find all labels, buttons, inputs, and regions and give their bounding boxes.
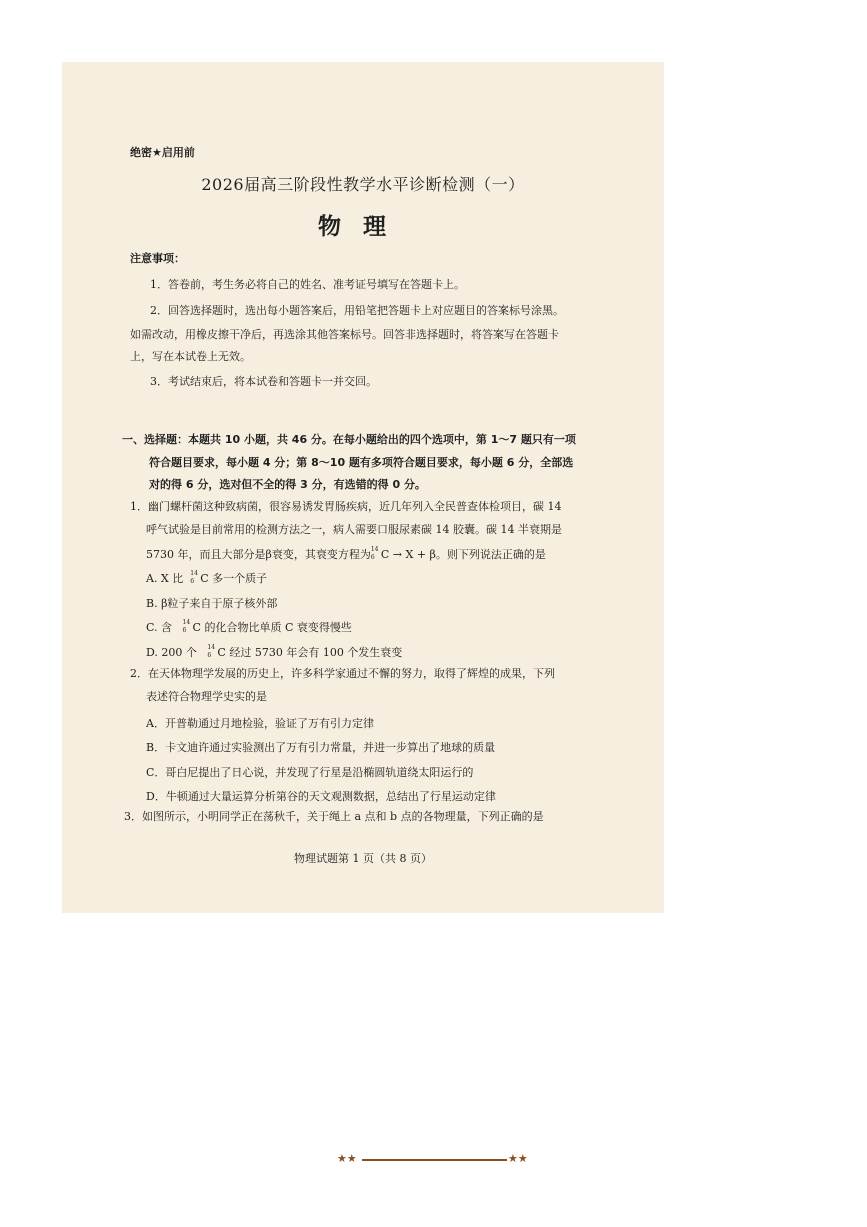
- section-1-line-2: 符合题目要求，每小题 4 分；第 8～10 题有多项符合题目要求，每小题 6 分，全部选: [149, 456, 574, 469]
- carbon-14-isotope: 14 6: [370, 546, 379, 561]
- q2-option-a: A．开普勒通过月地检验，验证了万有引力定律: [146, 717, 374, 730]
- notice-item-2-line-2: 如需改动，用橡皮擦干净后，再选涂其他答案标号。回答非选择题时，将答案写在答题卡: [130, 328, 559, 341]
- q2-line-1: 2．在天体物理学发展的历史上，许多科学家通过不懈的努力，取得了辉煌的成果，下列: [130, 667, 555, 680]
- carbon-14-isotope: 14 6: [182, 619, 191, 634]
- q1-option-a: A. X 比 14 6 C 多一个质子: [146, 570, 268, 585]
- carbon-14-isotope: 14 6: [207, 644, 216, 659]
- star-icon: ★★: [337, 1152, 357, 1165]
- q1-line-1: 1．幽门螺杆菌这种致病菌，很容易诱发胃肠疾病，近几年列入全民普查体检项目，碳 14: [130, 500, 562, 513]
- notice-heading: 注意事项：: [130, 252, 185, 265]
- exam-title: 2026届高三阶段性教学水平诊断检测（一）: [201, 175, 525, 194]
- subject-title: 物理: [318, 214, 408, 240]
- q1-option-c: C. 含 14 6 C 的化合物比单质 C 衰变得慢些: [146, 619, 352, 634]
- q2-option-d: D．牛顿通过大量运算分析第谷的天文观测数据，总结出了行星运动定律: [146, 790, 496, 803]
- q1-line-3-suffix: C → X + β。则下列说法正确的是: [380, 548, 546, 561]
- footer-decoration: [337, 1152, 532, 1168]
- notice-item-2-line-1: 2．回答选择题时，选出每小题答案后，用铅笔把答题卡上对应题目的答案标号涂黑。: [150, 304, 564, 317]
- q2-option-c: C．哥白尼提出了日心说，并发现了行星是沿椭圆轨道绕太阳运行的: [146, 766, 474, 779]
- q2-option-b: B．卡文迪许通过实验测出了万有引力常量，并进一步算出了地球的质量: [146, 741, 496, 754]
- q1-option-d: D. 200 个 14 6 C 经过 5730 年会有 100 个发生衰变: [146, 644, 403, 659]
- q1-line-2: 呼气试验是目前常用的检测方法之一，病人需要口服尿素碳 14 胶囊。碳 14 半衰期是: [146, 523, 562, 536]
- section-1-line-3: 对的得 6 分，选对但不全的得 3 分，有选错的得 0 分。: [149, 478, 426, 491]
- carbon-14-isotope: 14 6: [190, 570, 198, 585]
- page-footer: 物理试题第 1 页（共 8 页）: [294, 852, 432, 865]
- q3-line-1: 3．如图所示，小明同学正在荡秋千，关于绳上 a 点和 b 点的各物理量，下列正确的是: [124, 810, 544, 823]
- section-1-line-1: 一、选择题：本题共 10 小题，共 46 分。在每小题给出的四个选项中，第 1～7 题只有一项: [122, 433, 576, 446]
- star-icon: ★★: [508, 1152, 528, 1165]
- q1-line-3-prefix: 5730 年，而且大部分是β衰变，其衰变方程为: [146, 548, 371, 561]
- notice-item-1: 1．答卷前，考生务必将自己的姓名、准考证号填写在答题卡上。: [150, 278, 465, 291]
- notice-item-2-line-3: 上，写在本试卷上无效。: [130, 350, 251, 363]
- q1-line-3: [146, 548, 546, 561]
- q2-line-2: 表述符合物理学史实的是: [146, 690, 267, 703]
- divider-line: [362, 1159, 507, 1161]
- secret-mark: 绝密★启用前: [130, 146, 195, 159]
- q1-option-b: B. β粒子来自于原子核外部: [146, 597, 278, 610]
- notice-item-3: 3．考试结束后，将本试卷和答题卡一并交回。: [150, 375, 377, 388]
- exam-page: [62, 62, 664, 913]
